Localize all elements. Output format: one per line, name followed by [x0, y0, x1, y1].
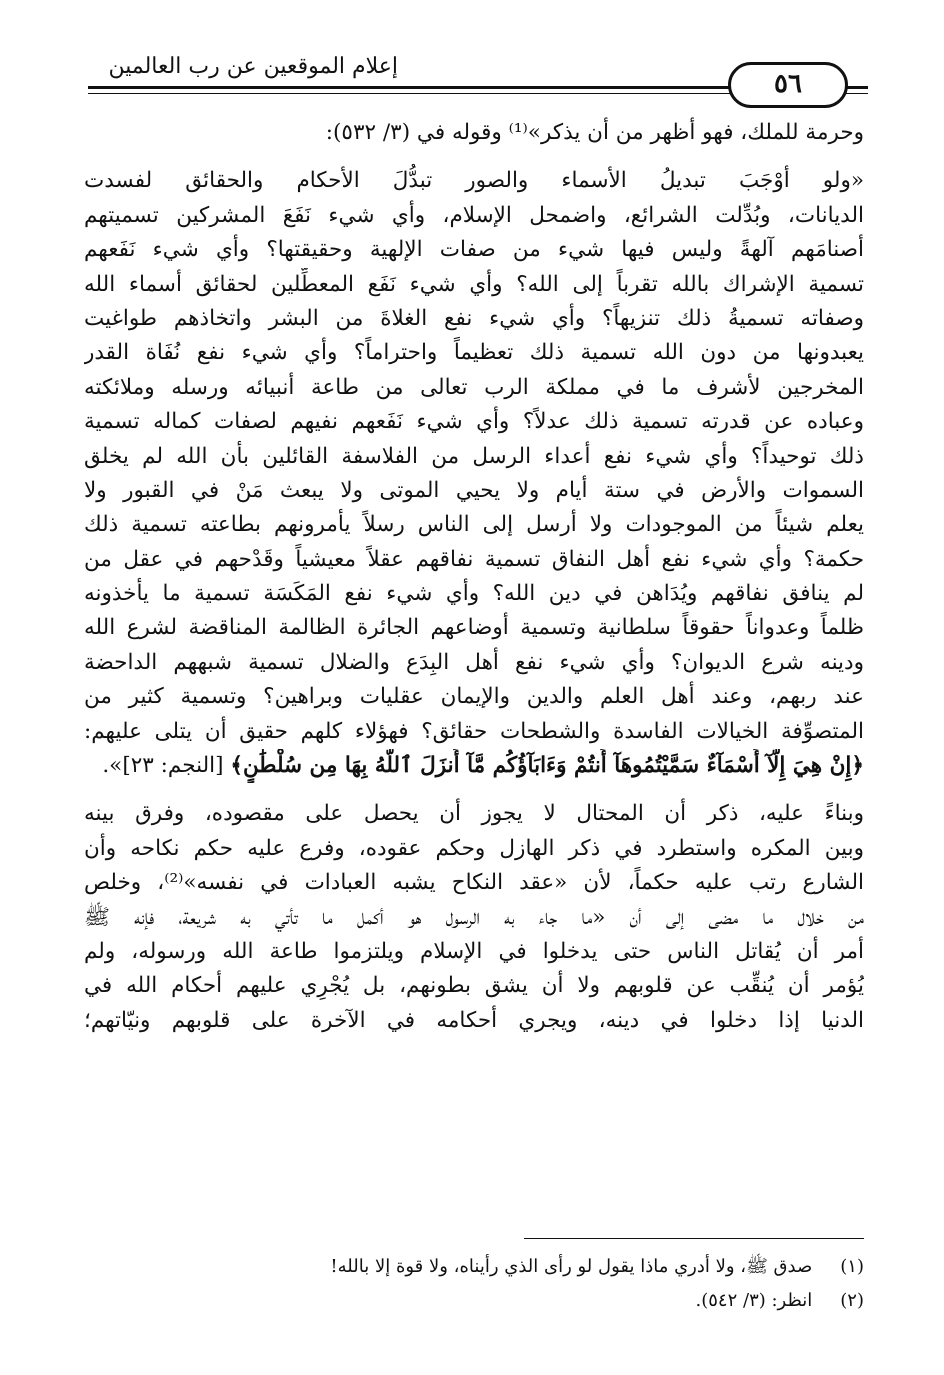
text-line: يعلم شيئاً من الموجودات ولا أرسل إلى الناس رسلاً يأمرونهم بطاعته تسمية ذلك: [84, 512, 864, 538]
text-line: الشارع رتب عليه حكماً، لأن «عقد النكاح يشبه العبادات في نفسه»⁽²⁾، وخلص: [84, 870, 864, 896]
text-line: تسمية الإشراك بالله تقرباً إلى الله؟ وأي شيء نَفَع المعطِّلين لحقائق أسماء الله: [84, 271, 864, 297]
footnote-text: انظر: (٣/ ٥٤٢).: [695, 1290, 813, 1311]
text-line: الديانات، وبُدِّلت الشرائع، واضمحل الإسلام، وأي شيء نَفَعَ المشركين تسميتهم: [84, 202, 864, 228]
quran-verse: ﴿إِنْ هِيَ إِلَّآ أَسْمَآءٌ سَمَّيْتُمُوهَآ أَنتُمْ وَءَابَآؤُكُم مَّآ أَنزَلَ ٱللَّهُ بِهَا مِن سُلْطَٰنٍ﴾: [230, 753, 864, 779]
running-title: إعلام الموقعين عن رب العالمين: [108, 54, 398, 79]
footnote-separator: [524, 1238, 864, 1239]
footnote-item: [84, 1250, 864, 1284]
quran-reference: [النجم: ٢٣]».: [102, 753, 224, 779]
text-line: أصنامَهم آلهةً وليس فيها شيء من صفات الإلهية وحقيقتها؟ وأي شيء نَفَعهم: [84, 237, 864, 263]
text-line: من خلال ما مضى إلى أن «ما جاء به الرسول هو أكمل ما تأتي به شريعة، فإنه ﷺ: [84, 904, 864, 930]
text-line: وبناءً عليه، ذكر أن المحتال لا يجوز أن يحصل على مقصوده، وفرق بينه: [84, 801, 864, 827]
footnotes: [84, 1250, 864, 1318]
text-line: عند ربهم، وعند أهل العلم والدين والإيمان عقليات وبراهين؟ وتسمية كثير من: [84, 684, 864, 710]
footnote-number: (٢): [840, 1290, 864, 1311]
paragraph-gap: [84, 783, 864, 797]
page-header: [88, 40, 868, 110]
text-line: «ولو أوْجَبَ تبديلُ الأسماء والصور تبدُّلَ الأحكام والحقائق لفسدت: [84, 168, 864, 194]
page-number-badge: ٥٦: [728, 62, 848, 108]
text-line: المخرجين لأشرف ما في مملكة الرب تعالى من طاعة أنبيائه ورسله وملائكته: [84, 374, 864, 400]
text-line: المتصوِّفة الخيالات الفاسدة والشطحات حقائق؟ فهؤلاء كلهم حقيق أن يتلى عليهم:: [84, 718, 864, 744]
footnote-text: صدق ﷺ، ولا أدري ماذا يقول لو رأى الذي رأيناه، ولا قوة إلا بالله!: [330, 1256, 813, 1277]
text-line: ودينه شرع الديوان؟ وأي شيء نفع أهل البِدَع والضلال تسمية شبههم الداحضة: [84, 649, 864, 675]
text-line: السموات والأرض في ستة أيام ولا يحيي الموتى ولا يبعث مَنْ في القبور ولا: [84, 477, 864, 503]
text-line: الدنيا إذا دخلوا في دينه، ويجري أحكامه في الآخرة على قلوبهم ونيّاتهم؛: [84, 1007, 864, 1033]
footnote-item: [84, 1284, 864, 1318]
paragraph-gap: [84, 150, 864, 164]
text-line: يعبدونها من دون الله تسمية ذلك تعظيماً واحتراماً؟ وأي شيء نفع نُفَاة القدر: [84, 340, 864, 366]
text-line: ذلك توحيداً؟ وأي شيء نفع أعداء الرسل من الفلاسفة القائلين بأن الله لم يخلق: [84, 443, 864, 469]
text-line: وبين المكره واستطرد في ذكر الهازل وحكم عقوده، وفرع عليه حكم نكاحه وأن: [84, 835, 864, 861]
text-line: ظلماً وعدواناً حقوقاً سلطانية وتسمية أوضاعهم الجائرة الظالمة المناقضة لشرع الله: [84, 615, 864, 641]
text-line: أمر أن يُقاتل الناس حتى يدخلوا في الإسلام ويلتزموا طاعة الله ورسوله، ولم: [84, 938, 864, 964]
text-line: وعباده عن قدرته تسمية ذلك عدلاً؟ وأي شيء نَفَعهم نفيهم لصفات كماله تسمية: [84, 409, 864, 435]
main-text: [84, 116, 864, 1038]
text-line: يُؤمر أن يُنقِّب عن قلوبهم ولا أن يشق بطونهم، بل يُجْرِي عليهم أحكام الله في: [84, 973, 864, 999]
footnote-number: (١): [840, 1256, 864, 1277]
text-line: وحرمة للملك، فهو أظهر من أن يذكر»⁽¹⁾ وقوله في (٣/ ٥٣٢):: [325, 120, 864, 145]
text-line: وصفاته تسميةُ ذلك تنزيهاً؟ وأي شيء نفع الغلاةَ من البشر واتخاذهم طواغيت: [84, 305, 864, 331]
text-line: حكمة؟ وأي شيء نفع أهل النفاق تسمية نفاقهم عقلاً معيشياً وقَدْحهم في عقل من: [84, 546, 864, 572]
text-line: لم ينافق نفاقهم ويُدَاهن في دين الله؟ وأي شيء نفع المَكَسَة تسمية ما يأخذونه: [84, 581, 864, 607]
quran-verse-line: [84, 749, 864, 783]
